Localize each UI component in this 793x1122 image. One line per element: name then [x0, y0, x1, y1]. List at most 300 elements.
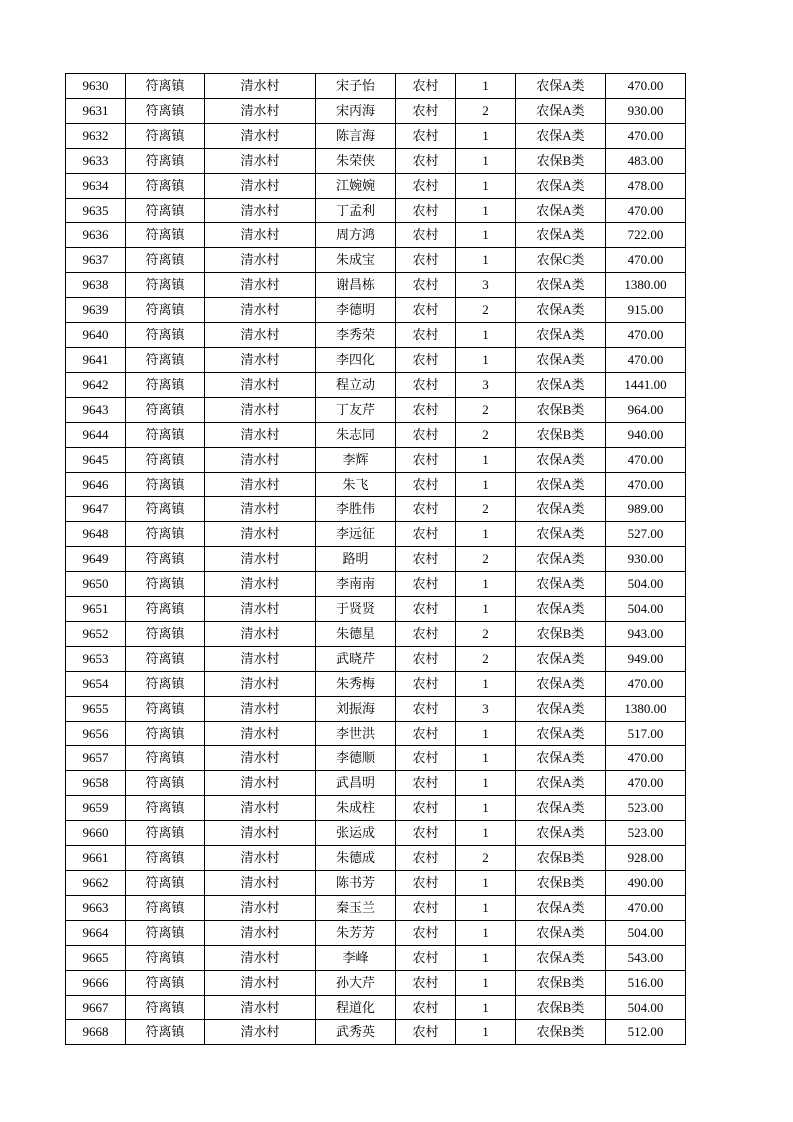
cell-serial: 9653: [66, 646, 126, 671]
cell-serial: 9634: [66, 173, 126, 198]
table-row: [66, 422, 686, 447]
cell-insurance: 农保A类: [516, 298, 606, 323]
cell-amount: 523.00: [606, 796, 686, 821]
table-row: [66, 1020, 686, 1045]
cell-serial: 9657: [66, 746, 126, 771]
cell-count: 1: [456, 347, 516, 372]
cell-amount: 1380.00: [606, 273, 686, 298]
table-row: [66, 796, 686, 821]
table-row: [66, 248, 686, 273]
cell-name: 李峰: [316, 945, 396, 970]
cell-town: 符离镇: [126, 98, 205, 123]
cell-amount: 470.00: [606, 347, 686, 372]
cell-amount: 504.00: [606, 597, 686, 622]
cell-amount: 470.00: [606, 771, 686, 796]
cell-count: 1: [456, 472, 516, 497]
cell-serial: 9646: [66, 472, 126, 497]
cell-amount: 504.00: [606, 572, 686, 597]
cell-town: 符离镇: [126, 995, 205, 1020]
cell-town: 符离镇: [126, 721, 205, 746]
cell-name: 李德明: [316, 298, 396, 323]
table-row: [66, 347, 686, 372]
table-row: [66, 995, 686, 1020]
cell-name: 朱飞: [316, 472, 396, 497]
cell-count: 1: [456, 671, 516, 696]
cell-village: 清水村: [205, 970, 316, 995]
cell-town: 符离镇: [126, 746, 205, 771]
cell-town: 符离镇: [126, 970, 205, 995]
cell-village: 清水村: [205, 646, 316, 671]
cell-household: 农村: [396, 696, 456, 721]
cell-insurance: 农保A类: [516, 173, 606, 198]
table-row: [66, 522, 686, 547]
cell-town: 符离镇: [126, 298, 205, 323]
cell-serial: 9666: [66, 970, 126, 995]
cell-count: 1: [456, 796, 516, 821]
table-row: [66, 746, 686, 771]
table-row: [66, 372, 686, 397]
cell-count: 1: [456, 572, 516, 597]
cell-count: 1: [456, 522, 516, 547]
cell-town: 符离镇: [126, 347, 205, 372]
cell-amount: 915.00: [606, 298, 686, 323]
cell-household: 农村: [396, 223, 456, 248]
cell-village: 清水村: [205, 298, 316, 323]
table-row: [66, 970, 686, 995]
cell-amount: 930.00: [606, 98, 686, 123]
cell-name: 李南南: [316, 572, 396, 597]
table-row: [66, 721, 686, 746]
cell-count: 3: [456, 273, 516, 298]
cell-amount: 470.00: [606, 472, 686, 497]
cell-insurance: 农保A类: [516, 746, 606, 771]
cell-town: 符离镇: [126, 522, 205, 547]
table-row: [66, 547, 686, 572]
cell-serial: 9647: [66, 497, 126, 522]
cell-amount: 504.00: [606, 920, 686, 945]
table-row: [66, 447, 686, 472]
cell-town: 符离镇: [126, 422, 205, 447]
cell-count: 1: [456, 871, 516, 896]
cell-count: 2: [456, 397, 516, 422]
cell-household: 农村: [396, 123, 456, 148]
cell-count: 1: [456, 821, 516, 846]
table-row: [66, 597, 686, 622]
cell-household: 农村: [396, 846, 456, 871]
table-row: [66, 572, 686, 597]
cell-amount: 470.00: [606, 248, 686, 273]
cell-serial: 9641: [66, 347, 126, 372]
table-row: [66, 871, 686, 896]
cell-village: 清水村: [205, 173, 316, 198]
cell-town: 符离镇: [126, 372, 205, 397]
cell-amount: 512.00: [606, 1020, 686, 1045]
cell-serial: 9631: [66, 98, 126, 123]
cell-serial: 9640: [66, 323, 126, 348]
cell-serial: 9660: [66, 821, 126, 846]
cell-household: 农村: [396, 621, 456, 646]
cell-household: 农村: [396, 796, 456, 821]
cell-serial: 9667: [66, 995, 126, 1020]
cell-serial: 9656: [66, 721, 126, 746]
cell-town: 符离镇: [126, 945, 205, 970]
cell-village: 清水村: [205, 273, 316, 298]
table-row: [66, 472, 686, 497]
cell-serial: 9639: [66, 298, 126, 323]
cell-amount: 516.00: [606, 970, 686, 995]
cell-town: 符离镇: [126, 148, 205, 173]
cell-serial: 9664: [66, 920, 126, 945]
table-row: [66, 895, 686, 920]
cell-name: 李世洪: [316, 721, 396, 746]
cell-count: 2: [456, 98, 516, 123]
cell-village: 清水村: [205, 846, 316, 871]
cell-household: 农村: [396, 771, 456, 796]
cell-household: 农村: [396, 746, 456, 771]
cell-name: 陈言海: [316, 123, 396, 148]
cell-village: 清水村: [205, 821, 316, 846]
cell-household: 农村: [396, 547, 456, 572]
cell-name: 程道化: [316, 995, 396, 1020]
cell-household: 农村: [396, 995, 456, 1020]
cell-insurance: 农保A类: [516, 696, 606, 721]
cell-village: 清水村: [205, 547, 316, 572]
cell-amount: 490.00: [606, 871, 686, 896]
cell-household: 农村: [396, 98, 456, 123]
cell-town: 符离镇: [126, 273, 205, 298]
cell-serial: 9636: [66, 223, 126, 248]
cell-name: 丁友芹: [316, 397, 396, 422]
cell-village: 清水村: [205, 323, 316, 348]
cell-amount: 527.00: [606, 522, 686, 547]
table-row: [66, 273, 686, 298]
cell-village: 清水村: [205, 771, 316, 796]
cell-amount: 470.00: [606, 447, 686, 472]
cell-count: 1: [456, 223, 516, 248]
cell-insurance: 农保A类: [516, 646, 606, 671]
cell-count: 1: [456, 597, 516, 622]
table-body: [66, 74, 686, 1045]
cell-village: 清水村: [205, 397, 316, 422]
cell-village: 清水村: [205, 1020, 316, 1045]
cell-town: 符离镇: [126, 323, 205, 348]
cell-insurance: 农保B类: [516, 621, 606, 646]
cell-count: 2: [456, 298, 516, 323]
cell-serial: 9663: [66, 895, 126, 920]
cell-amount: 470.00: [606, 746, 686, 771]
cell-village: 清水村: [205, 422, 316, 447]
cell-town: 符离镇: [126, 223, 205, 248]
cell-insurance: 农保B类: [516, 422, 606, 447]
cell-village: 清水村: [205, 671, 316, 696]
cell-count: 1: [456, 746, 516, 771]
cell-insurance: 农保B类: [516, 148, 606, 173]
cell-count: 1: [456, 148, 516, 173]
cell-household: 农村: [396, 372, 456, 397]
cell-town: 符离镇: [126, 173, 205, 198]
cell-amount: 517.00: [606, 721, 686, 746]
cell-insurance: 农保A类: [516, 497, 606, 522]
cell-count: 2: [456, 422, 516, 447]
cell-name: 秦玉兰: [316, 895, 396, 920]
cell-name: 李远征: [316, 522, 396, 547]
cell-name: 周方鸿: [316, 223, 396, 248]
cell-household: 农村: [396, 821, 456, 846]
cell-count: 2: [456, 621, 516, 646]
cell-town: 符离镇: [126, 572, 205, 597]
cell-town: 符离镇: [126, 771, 205, 796]
cell-count: 1: [456, 895, 516, 920]
cell-village: 清水村: [205, 945, 316, 970]
cell-count: 1: [456, 248, 516, 273]
cell-town: 符离镇: [126, 796, 205, 821]
cell-village: 清水村: [205, 572, 316, 597]
cell-household: 农村: [396, 323, 456, 348]
cell-count: 1: [456, 74, 516, 99]
cell-serial: 9668: [66, 1020, 126, 1045]
cell-household: 农村: [396, 347, 456, 372]
cell-serial: 9645: [66, 447, 126, 472]
cell-insurance: 农保A类: [516, 821, 606, 846]
cell-count: 2: [456, 846, 516, 871]
cell-town: 符离镇: [126, 646, 205, 671]
cell-serial: 9632: [66, 123, 126, 148]
table-row: [66, 920, 686, 945]
cell-household: 农村: [396, 597, 456, 622]
cell-amount: 943.00: [606, 621, 686, 646]
cell-household: 农村: [396, 447, 456, 472]
cell-serial: 9638: [66, 273, 126, 298]
cell-town: 符离镇: [126, 846, 205, 871]
cell-household: 农村: [396, 248, 456, 273]
cell-serial: 9652: [66, 621, 126, 646]
cell-insurance: 农保A类: [516, 572, 606, 597]
cell-insurance: 农保A类: [516, 671, 606, 696]
table-row: [66, 98, 686, 123]
cell-amount: 543.00: [606, 945, 686, 970]
cell-serial: 9635: [66, 198, 126, 223]
cell-amount: 1441.00: [606, 372, 686, 397]
cell-town: 符离镇: [126, 472, 205, 497]
cell-serial: 9655: [66, 696, 126, 721]
cell-name: 武秀英: [316, 1020, 396, 1045]
cell-insurance: 农保A类: [516, 895, 606, 920]
cell-town: 符离镇: [126, 74, 205, 99]
cell-village: 清水村: [205, 123, 316, 148]
cell-count: 1: [456, 123, 516, 148]
cell-amount: 470.00: [606, 671, 686, 696]
cell-name: 宋子怡: [316, 74, 396, 99]
cell-village: 清水村: [205, 597, 316, 622]
cell-town: 符离镇: [126, 497, 205, 522]
cell-insurance: 农保A类: [516, 273, 606, 298]
cell-amount: 470.00: [606, 323, 686, 348]
cell-household: 农村: [396, 497, 456, 522]
cell-household: 农村: [396, 397, 456, 422]
cell-name: 朱德成: [316, 846, 396, 871]
table-row: [66, 671, 686, 696]
cell-town: 符离镇: [126, 671, 205, 696]
cell-insurance: 农保A类: [516, 123, 606, 148]
cell-name: 武昌明: [316, 771, 396, 796]
cell-name: 谢昌栋: [316, 273, 396, 298]
cell-count: 1: [456, 771, 516, 796]
table-row: [66, 846, 686, 871]
cell-insurance: 农保A类: [516, 372, 606, 397]
cell-town: 符离镇: [126, 397, 205, 422]
cell-town: 符离镇: [126, 1020, 205, 1045]
table-row: [66, 696, 686, 721]
cell-serial: 9658: [66, 771, 126, 796]
cell-count: 2: [456, 547, 516, 572]
cell-village: 清水村: [205, 920, 316, 945]
cell-village: 清水村: [205, 995, 316, 1020]
cell-name: 李辉: [316, 447, 396, 472]
table-row: [66, 298, 686, 323]
cell-name: 宋丙海: [316, 98, 396, 123]
cell-village: 清水村: [205, 696, 316, 721]
table-row: [66, 198, 686, 223]
cell-serial: 9633: [66, 148, 126, 173]
cell-name: 朱成宝: [316, 248, 396, 273]
cell-household: 农村: [396, 472, 456, 497]
cell-name: 朱志同: [316, 422, 396, 447]
cell-serial: 9644: [66, 422, 126, 447]
cell-insurance: 农保A类: [516, 796, 606, 821]
table-row: [66, 945, 686, 970]
cell-amount: 523.00: [606, 821, 686, 846]
cell-amount: 989.00: [606, 497, 686, 522]
cell-village: 清水村: [205, 522, 316, 547]
cell-name: 于贤贤: [316, 597, 396, 622]
cell-village: 清水村: [205, 372, 316, 397]
cell-insurance: 农保A类: [516, 447, 606, 472]
cell-town: 符离镇: [126, 871, 205, 896]
cell-count: 2: [456, 646, 516, 671]
cell-count: 1: [456, 945, 516, 970]
table-row: [66, 646, 686, 671]
table-row: [66, 173, 686, 198]
cell-count: 1: [456, 995, 516, 1020]
cell-village: 清水村: [205, 746, 316, 771]
cell-insurance: 农保A类: [516, 323, 606, 348]
cell-household: 农村: [396, 970, 456, 995]
cell-insurance: 农保A类: [516, 347, 606, 372]
cell-serial: 9651: [66, 597, 126, 622]
cell-count: 3: [456, 372, 516, 397]
cell-amount: 470.00: [606, 74, 686, 99]
cell-serial: 9649: [66, 547, 126, 572]
cell-town: 符离镇: [126, 547, 205, 572]
cell-household: 农村: [396, 74, 456, 99]
table-row: [66, 821, 686, 846]
cell-amount: 483.00: [606, 148, 686, 173]
cell-household: 农村: [396, 298, 456, 323]
cell-household: 农村: [396, 572, 456, 597]
cell-household: 农村: [396, 871, 456, 896]
table-row: [66, 223, 686, 248]
cell-insurance: 农保B类: [516, 1020, 606, 1045]
cell-name: 路明: [316, 547, 396, 572]
table-row: [66, 74, 686, 99]
cell-insurance: 农保B类: [516, 970, 606, 995]
cell-town: 符离镇: [126, 696, 205, 721]
cell-insurance: 农保A类: [516, 597, 606, 622]
cell-amount: 949.00: [606, 646, 686, 671]
cell-name: 李秀荣: [316, 323, 396, 348]
cell-count: 1: [456, 721, 516, 746]
cell-name: 张运成: [316, 821, 396, 846]
cell-name: 孙大芹: [316, 970, 396, 995]
cell-village: 清水村: [205, 148, 316, 173]
cell-town: 符离镇: [126, 447, 205, 472]
cell-household: 农村: [396, 198, 456, 223]
cell-household: 农村: [396, 945, 456, 970]
cell-count: 1: [456, 920, 516, 945]
cell-serial: 9630: [66, 74, 126, 99]
cell-insurance: 农保A类: [516, 771, 606, 796]
cell-count: 1: [456, 447, 516, 472]
cell-household: 农村: [396, 920, 456, 945]
cell-amount: 1380.00: [606, 696, 686, 721]
cell-village: 清水村: [205, 447, 316, 472]
cell-count: 1: [456, 323, 516, 348]
cell-name: 程立动: [316, 372, 396, 397]
cell-household: 农村: [396, 895, 456, 920]
cell-name: 朱德星: [316, 621, 396, 646]
table-row: [66, 123, 686, 148]
cell-count: 1: [456, 1020, 516, 1045]
cell-village: 清水村: [205, 74, 316, 99]
cell-count: 1: [456, 198, 516, 223]
cell-insurance: 农保A类: [516, 920, 606, 945]
cell-insurance: 农保A类: [516, 98, 606, 123]
cell-serial: 9637: [66, 248, 126, 273]
cell-serial: 9650: [66, 572, 126, 597]
cell-town: 符离镇: [126, 621, 205, 646]
table-row: [66, 397, 686, 422]
cell-name: 朱成柱: [316, 796, 396, 821]
cell-village: 清水村: [205, 621, 316, 646]
cell-amount: 940.00: [606, 422, 686, 447]
cell-village: 清水村: [205, 895, 316, 920]
cell-insurance: 农保B类: [516, 871, 606, 896]
cell-name: 朱荣侠: [316, 148, 396, 173]
cell-name: 江婉婉: [316, 173, 396, 198]
cell-household: 农村: [396, 721, 456, 746]
cell-village: 清水村: [205, 497, 316, 522]
cell-village: 清水村: [205, 98, 316, 123]
cell-household: 农村: [396, 273, 456, 298]
cell-amount: 504.00: [606, 995, 686, 1020]
cell-village: 清水村: [205, 871, 316, 896]
cell-village: 清水村: [205, 721, 316, 746]
cell-household: 农村: [396, 422, 456, 447]
cell-serial: 9642: [66, 372, 126, 397]
cell-count: 1: [456, 970, 516, 995]
cell-town: 符离镇: [126, 198, 205, 223]
cell-insurance: 农保B类: [516, 846, 606, 871]
cell-village: 清水村: [205, 223, 316, 248]
table-row: [66, 148, 686, 173]
cell-insurance: 农保A类: [516, 223, 606, 248]
cell-amount: 470.00: [606, 895, 686, 920]
cell-insurance: 农保B类: [516, 397, 606, 422]
cell-amount: 470.00: [606, 198, 686, 223]
cell-serial: 9662: [66, 871, 126, 896]
cell-town: 符离镇: [126, 123, 205, 148]
table-row: [66, 621, 686, 646]
